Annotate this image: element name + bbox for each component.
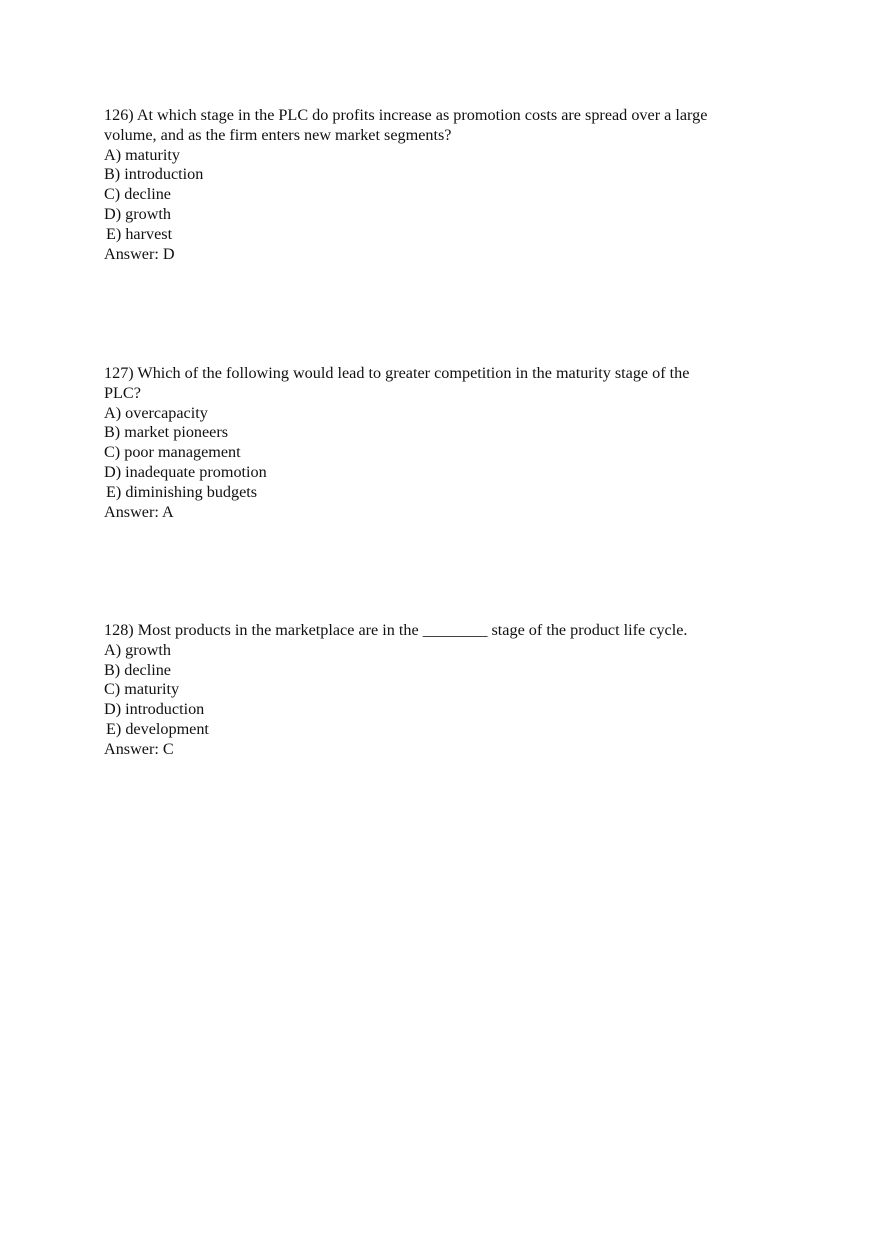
option-d: D) growth [104, 204, 171, 223]
question-stem: PLC? [104, 383, 141, 402]
answer: Answer: A [104, 502, 174, 521]
question-stem: volume, and as the firm enters new market segments? [104, 125, 452, 144]
option-c: C) decline [104, 185, 171, 204]
option-a: A) growth [104, 640, 171, 659]
option-c: C) poor management [104, 443, 241, 462]
option-e: E) development [106, 719, 209, 738]
answer: Answer: D [104, 244, 175, 263]
question-126 [104, 106, 784, 264]
option-e: E) harvest [106, 224, 173, 243]
option-a: A) overcapacity [104, 403, 208, 422]
option-a: A) maturity [104, 145, 180, 164]
question-stem: 127) Which of the following would lead to greater competition in the maturity stage of the [104, 364, 690, 382]
question-stem: 126) At which stage in the PLC do profits increase as promotion costs are spread over a large [104, 106, 708, 124]
option-b: B) decline [104, 660, 171, 679]
answer: Answer: C [104, 739, 174, 758]
option-d: D) inadequate promotion [104, 462, 267, 481]
question-127 [104, 364, 784, 522]
option-e: E) diminishing budgets [106, 482, 258, 501]
question-stem: 128) Most products in the marketplace are in the ________ stage of the product life cycle. [104, 621, 688, 639]
question-128 [104, 621, 784, 760]
option-b: B) market pioneers [104, 423, 229, 442]
option-d: D) introduction [104, 700, 205, 719]
option-c: C) maturity [104, 680, 180, 699]
option-b: B) introduction [104, 165, 204, 184]
